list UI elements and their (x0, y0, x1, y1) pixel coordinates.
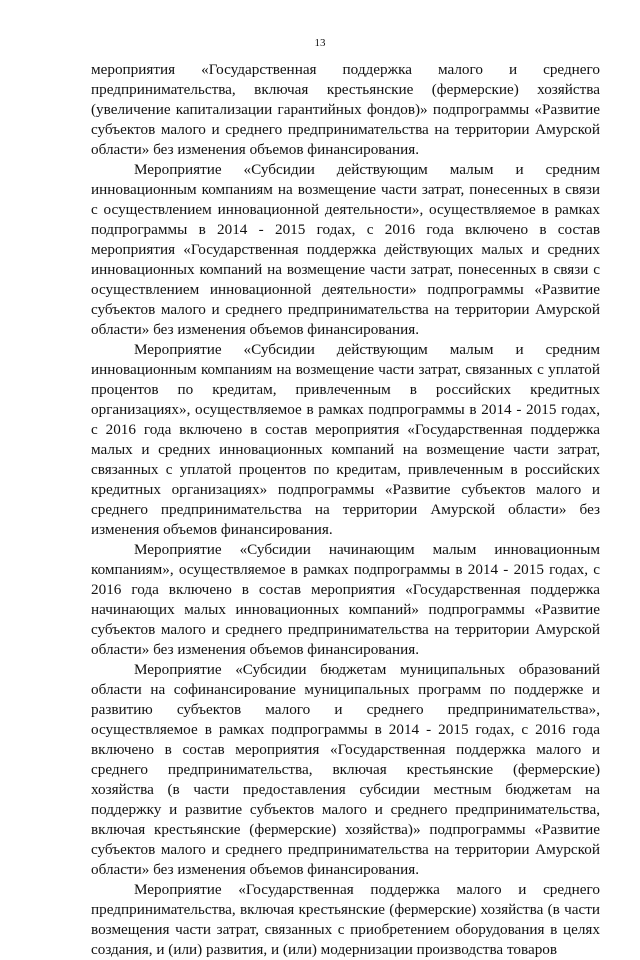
paragraph-continuation: мероприятия «Государственная поддержка малого и среднего предпринимательства, включая крестьянские (фермерские) хозяйства (увеличение капитализации гарантийных фондов)» подпрограммы «Развитие субъектов малого и среднего предпринимательства на территории Амурской области» без изменения объемов финансирования. (91, 61, 600, 158)
paragraph-innovation-costs: Мероприятие «Субсидии действующим малым и средним инновационным компаниям на возмещение части затрат, понесенных в связи с осуществлением инновационной деятельности», осуществляемое в рамках подпрограммы в 2014 - 2015 годах, с 2016 года включено в состав мероприятия «Государственная поддержка действующих малых и средних инновационных компаний на возмещение части затрат, понесенных в связи с осуществлением инновационной деятельности» подпрограммы «Развитие субъектов малого и среднего предпринимательства на территории Амурской области» без изменения объемов финансирования. (91, 161, 600, 338)
document-body (91, 60, 600, 960)
paragraph-innovation-interest: Мероприятие «Субсидии действующим малым и средним инновационным компаниям на возмещение части затрат, связанных с уплатой процентов по кредитам, привлеченным в российских кредитных организациях», осуществляемое в рамках подпрограммы в 2014 - 2015 годах, с 2016 года включено в состав мероприятия «Государственная поддержка малых и средних инновационных компаний на возмещение части затрат, связанных с уплатой процентов по кредитам, привлеченным в российских кредитных организациях» подпрограммы «Развитие субъектов малого и среднего предпринимательства на территории Амурской области» без изменения объемов финансирования. (91, 341, 600, 538)
paragraph-municipal-subsidies: Мероприятие «Субсидии бюджетам муниципальных образований области на софинансирование муниципальных программ по поддержке и развитию субъектов малого и среднего предпринимательства», осуществляемое в рамках подпрограммы в 2014 - 2015 годах, с 2016 года включено в состав мероприятия «Государственная поддержка малого и среднего предпринимательства, включая крестьянские (фермерские) хозяйства (в части предоставления субсидии местным бюджетам на поддержку и развитие субъектов малого и среднего предпринимательства, включая крестьянские (фермерские) хозяйства)» подпрограммы «Развитие субъектов малого и среднего предпринимательства на территории Амурской области» без изменения объемов финансирования. (91, 661, 600, 878)
paragraph-startup-innovation: Мероприятие «Субсидии начинающим малым инновационным компаниям», осуществляемое в рамках подпрограммы в 2014 - 2015 годах, с 2016 года включено в состав мероприятия «Государственная поддержка начинающих малых инновационных компаний» подпрограммы «Развитие субъектов малого и среднего предпринимательства на территории Амурской области» без изменения объемов финансирования. (91, 541, 600, 658)
page-number: 13 (314, 37, 326, 49)
paragraph-equipment-costs: Мероприятие «Государственная поддержка малого и среднего предпринимательства, включая крестьянские (фермерские) хозяйства (в части возмещения части затрат, связанных с приобретением оборудования в целях создания, и (или) развития, и (или) модернизации производства товаров (91, 881, 600, 958)
